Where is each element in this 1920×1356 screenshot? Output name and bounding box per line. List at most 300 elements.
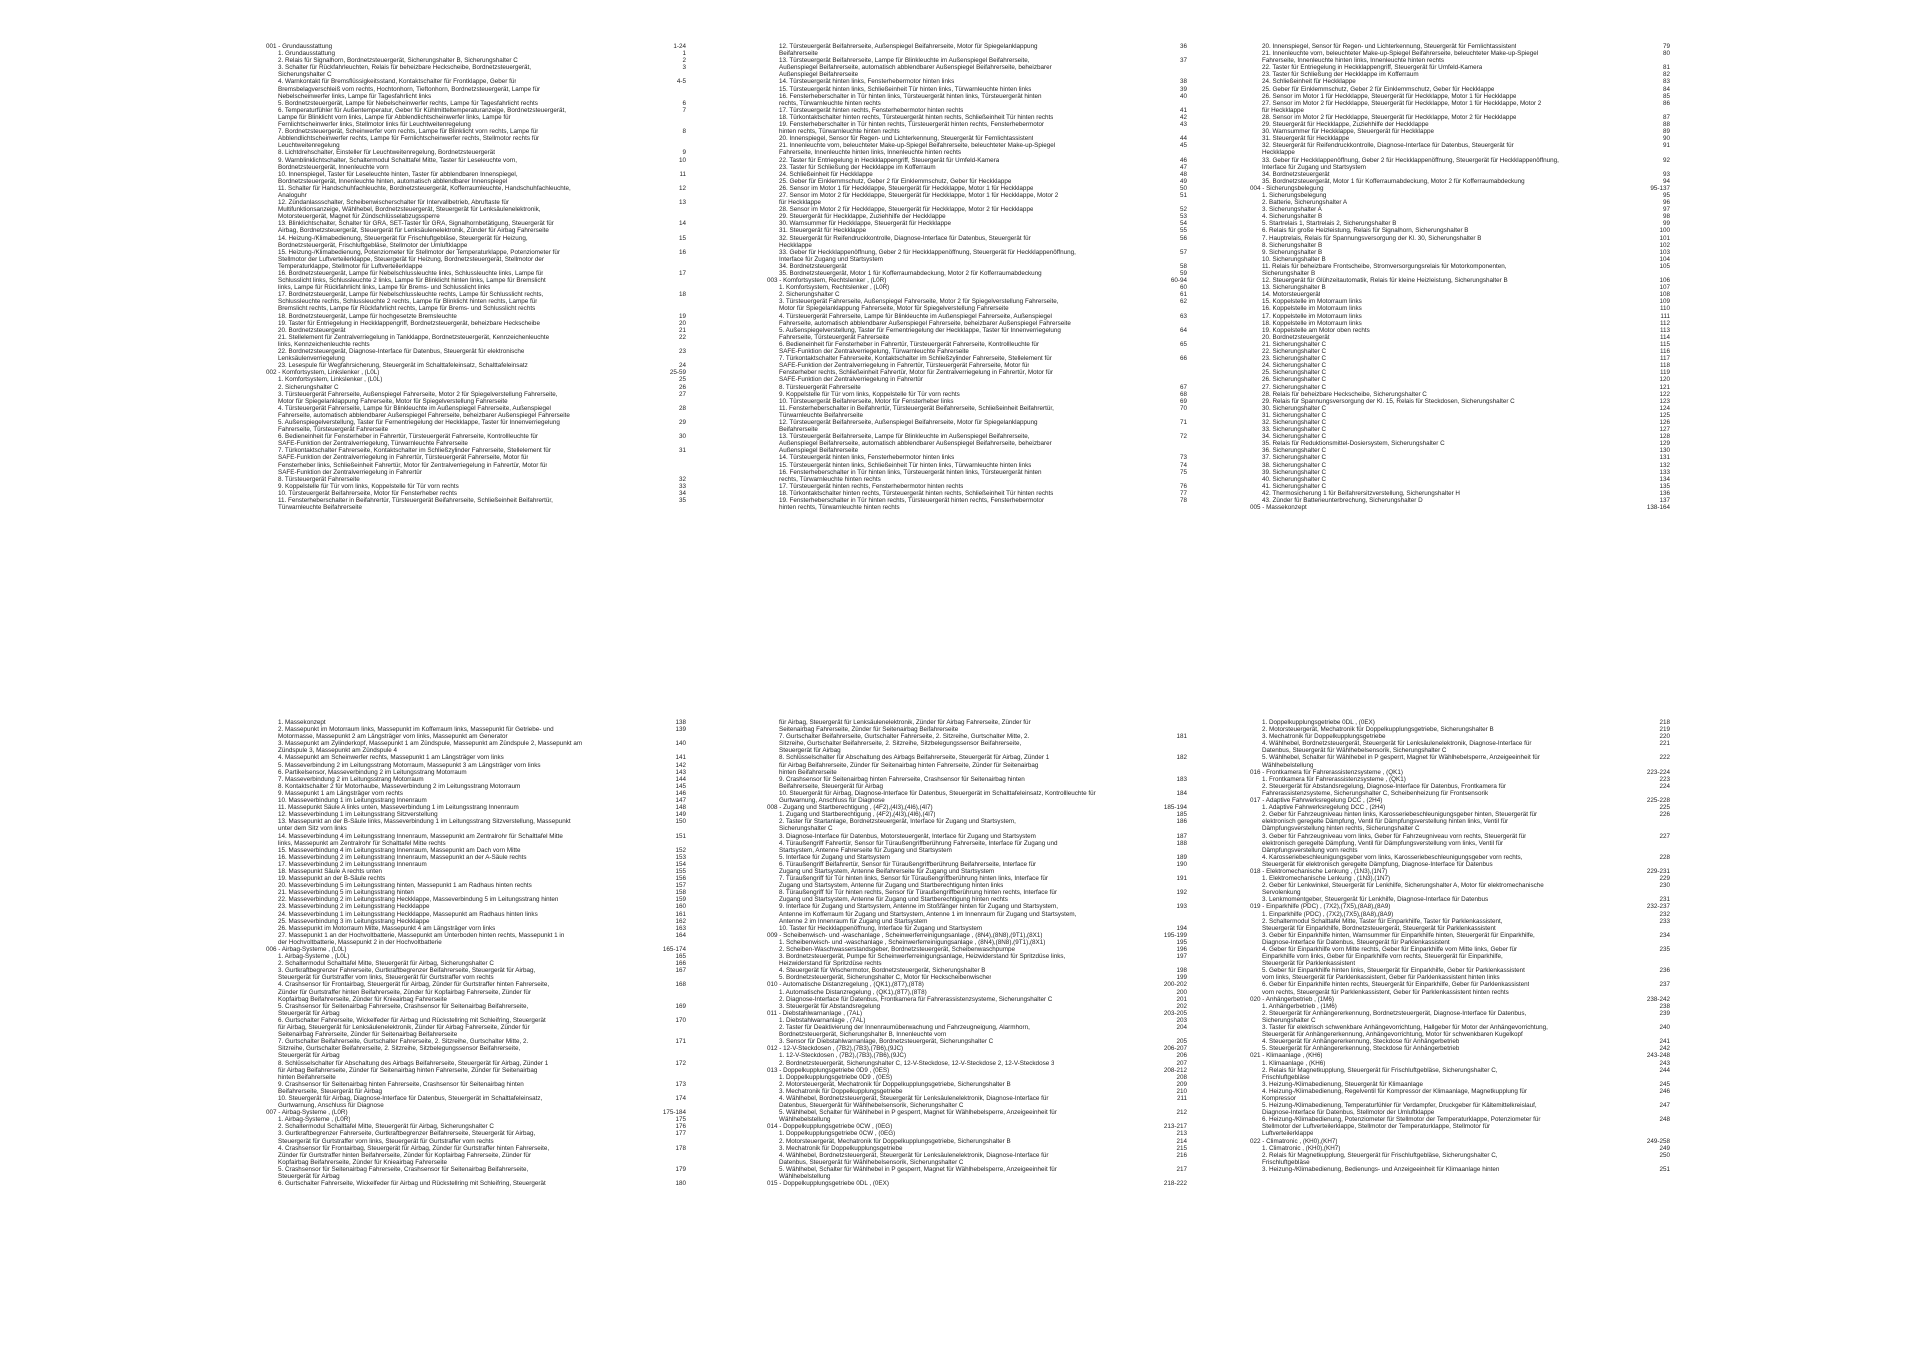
index-entry-continuation xyxy=(767,1116,1187,1123)
entry-text: Seitenairbag Fahrerseite, Zünder für Seitenairbag Beifahrerseite xyxy=(278,1031,458,1039)
entry-text: Zünder für Gurtstraffer hinten Beifahrerseite, Zünder für Kopfairbag Fahrerseite, Zünder für xyxy=(278,1151,531,1159)
index-entry xyxy=(767,164,1187,171)
page-number: 132 xyxy=(1659,461,1670,469)
entry-text: Sicherungshalter C xyxy=(1262,1016,1316,1024)
page-number: 175 xyxy=(675,1116,686,1124)
index-chapter-entry[interactable] xyxy=(1250,185,1670,192)
entry-text: Beifahrerseite, Steuergerät für Airbag xyxy=(278,1087,382,1095)
index-chapter-entry[interactable] xyxy=(767,1123,1187,1130)
index-entry xyxy=(1250,967,1670,974)
page-number: 29 xyxy=(678,418,686,426)
page-number: 9 xyxy=(682,149,686,157)
page-number: 145 xyxy=(675,782,686,790)
index-entry xyxy=(767,93,1187,100)
index-entry-continuation xyxy=(767,50,1187,57)
entry-text: 20. Innenspiegel, Sensor für Regen- und Lichterkennung, Steuergerät für Fernlichtassistent xyxy=(779,135,1034,143)
entry-text: 23. Taster für Schließung der Heckklappe im Kofferraum xyxy=(779,163,936,171)
page-number: 176 xyxy=(675,1123,686,1131)
entry-text: 13. Türsteuergerät Beifahrerseite, Lampe für Blinkleuchte im Außenspiegel Beifahrerseite, xyxy=(779,57,1030,65)
index-chapter-entry[interactable] xyxy=(266,43,686,50)
entry-text: hinten Beifahrerseite xyxy=(779,768,837,776)
page-number: 164 xyxy=(675,931,686,939)
entry-text: 4. Steuergerät für Wischermotor, Bordnetzsteuergerät, Sicherungshalter B xyxy=(779,967,986,975)
entry-text: 1. Zugang und Startberechtigung , (4F2),(4I3),(4I6),(4I7) xyxy=(779,811,936,819)
entry-text: 1. Komfortsystem, Linkslenker , (L0L) xyxy=(278,376,383,384)
index-entry xyxy=(1250,114,1670,121)
index-entry xyxy=(767,235,1187,242)
page-number: 200-202 xyxy=(1163,981,1187,989)
index-entry xyxy=(1250,327,1670,334)
index-entry-continuation xyxy=(266,256,686,263)
index-chapter-entry[interactable] xyxy=(1250,797,1670,804)
entry-text: 30. Warnsummer für Heckklappe, Steuergerät für Heckklappe xyxy=(779,220,951,228)
entry-text: Startsystem, Antenne Fahrerseite für Zugang und Startsystem xyxy=(779,846,952,854)
index-chapter-entry[interactable] xyxy=(1250,1138,1670,1145)
page-number: 199 xyxy=(1176,974,1187,982)
entry-text: Fahrerassistenzsysteme, Sicherungshalter C, Scheibenheizung für Frontsensorik xyxy=(1262,789,1489,797)
index-entry xyxy=(266,249,686,256)
entry-text: 26. Sensor im Motor 1 für Heckklappe, Steuergerät für Heckklappe, Motor 1 für Heckklappe xyxy=(779,184,1034,192)
index-entry-continuation xyxy=(266,825,686,832)
page-number: 185-194 xyxy=(1163,804,1187,812)
entry-text: 16. Masseverbindung 2 im Leitungsstrang Innenraum, Massepunkt an der A-Säule rechts xyxy=(278,853,527,861)
index-entry-continuation xyxy=(1250,953,1670,960)
page-number: 178 xyxy=(675,1144,686,1152)
index-entry-continuation xyxy=(767,747,1187,754)
page-number: 104 xyxy=(1659,255,1670,263)
index-entry xyxy=(266,896,686,903)
index-chapter-entry[interactable] xyxy=(767,1180,1187,1187)
entry-text: 021 - Klimaanlage , (KH6) xyxy=(1250,1052,1323,1060)
page-number: 143 xyxy=(675,768,686,776)
entry-text: 1. Frontkamera für Fahrerassistenzsysteme , (QK1) xyxy=(1262,775,1406,783)
index-chapter-entry[interactable] xyxy=(266,1109,686,1116)
entry-text: Außenspiegel Beifahrerseite xyxy=(779,447,859,455)
index-entry-continuation xyxy=(266,93,686,100)
index-chapter-entry[interactable] xyxy=(767,277,1187,284)
index-entry-continuation xyxy=(767,740,1187,747)
index-entry xyxy=(767,206,1187,213)
index-entry-continuation xyxy=(266,1067,686,1074)
page-number: 170 xyxy=(675,1016,686,1024)
index-entry xyxy=(767,419,1187,426)
page-number: 213 xyxy=(1176,1130,1187,1138)
entry-text: 8. Türsteuergerät Fahrerseite xyxy=(779,383,861,391)
page-number: 48 xyxy=(1179,170,1187,178)
page-number: 13 xyxy=(678,199,686,207)
entry-text: 7. Türkontaktschalter Fahrerseite, Kontaktschalter im Schließzylinder Fahrerseite, Stellelement für xyxy=(278,447,551,455)
entry-text: 3. Heizung-/Klimabedienung, Steuergerät für Klimaanlage xyxy=(1262,1080,1424,1088)
page-number: 87 xyxy=(1662,113,1670,121)
index-entry xyxy=(266,199,686,206)
entry-text: 4. Türsteuergerät Fahrerseite, Lampe für Blinkleuchte im Außenspiegel Fahrerseite, Außenspiegel xyxy=(779,312,1052,320)
index-entry xyxy=(1250,178,1670,185)
index-entry xyxy=(1250,249,1670,256)
page-number: 167 xyxy=(675,967,686,975)
entry-text: 016 - Frontkamera für Fahrerassistenzsysteme , (QK1) xyxy=(1250,768,1403,776)
index-entry xyxy=(1250,804,1670,811)
entry-text: 29. Steuergerät für Heckklappe, Zuziehhilfe der Heckklappe xyxy=(1262,121,1429,129)
index-chapter-entry[interactable] xyxy=(1250,868,1670,875)
page-number: 144 xyxy=(675,775,686,783)
index-entry xyxy=(266,953,686,960)
entry-text: rechts, Türwarnleuchte hinten rechts xyxy=(779,475,881,483)
page-number: 222 xyxy=(1659,754,1670,762)
index-chapter-entry[interactable] xyxy=(767,932,1187,939)
index-chapter-entry[interactable] xyxy=(266,946,686,953)
index-entry-continuation xyxy=(266,733,686,740)
index-entry-continuation xyxy=(266,121,686,128)
entry-text: Motorsteuergerät, Magnet für Zündschlüsselabzugssperre xyxy=(278,213,440,221)
entry-text: Dämpfungsverstellung hinten rechts, Sicherungshalter C xyxy=(1262,825,1420,833)
page-number: 165-174 xyxy=(662,946,686,953)
entry-text: 015 - Doppelkupplungsgetriebe 0DL , (0EX) xyxy=(767,1180,889,1188)
index-entry xyxy=(1250,313,1670,320)
index-entry-continuation xyxy=(266,263,686,270)
index-entry xyxy=(266,804,686,811)
index-entry-continuation xyxy=(266,142,686,149)
entry-text: 9. Koppelstelle für Tür vorn links, Koppelstelle für Tür vorn rechts xyxy=(278,482,459,490)
entry-text: Wählhebelstellung xyxy=(779,1116,831,1124)
index-entry xyxy=(1250,227,1670,234)
page-number: 218-222 xyxy=(1163,1180,1187,1188)
index-entry-continuation xyxy=(767,369,1187,376)
entry-text: 14. Motorsteuergerät xyxy=(1262,291,1321,299)
index-entry-continuation xyxy=(767,426,1187,433)
page-number: 30 xyxy=(678,433,686,441)
entry-text: 32. Steuergerät für Reifendruckkontrolle, Diagnose-Interface für Datenbus, Steuergerät für xyxy=(1262,142,1514,150)
page-number: 214 xyxy=(1176,1137,1187,1145)
page-number: 158 xyxy=(675,889,686,897)
entry-text: 6. Türaußengriff Beifahrertür, Sensor für Türaußengriffberührung Beifahrerseite, Interface für xyxy=(779,860,1037,868)
index-entry xyxy=(767,86,1187,93)
entry-text: rechts, Türwarnleuchte hinten rechts xyxy=(779,99,881,107)
index-entry xyxy=(767,776,1187,783)
index-entry-continuation xyxy=(266,939,686,946)
page-number: 140 xyxy=(675,740,686,748)
index-entry-continuation xyxy=(266,192,686,199)
index-entry xyxy=(767,142,1187,149)
page-number: 96 xyxy=(1662,199,1670,207)
entry-text: 24. Sicherungshalter C xyxy=(1262,362,1327,370)
index-entry-continuation xyxy=(266,1088,686,1095)
page-number: 91 xyxy=(1662,142,1670,150)
page-number: 110 xyxy=(1659,305,1670,313)
page-number: 208-212 xyxy=(1163,1066,1187,1074)
index-entry xyxy=(1250,469,1670,476)
page-number: 235 xyxy=(1659,946,1670,953)
entry-text: 33. Geber für Heckklappenöffnung, Geber 2 für Heckklappenöffnung, Steuergerät für Heckklappenöffnung, xyxy=(1262,156,1559,164)
entry-text: 7. Türkontaktschalter Fahrerseite, Kontaktschalter im Schließzylinder Fahrerseite, Stellelement für xyxy=(779,355,1052,363)
index-entry xyxy=(1250,946,1670,953)
entry-text: 3. Diagnose-Interface für Datenbus, Motorsteuergerät, Interface für Zugang und Startsystem xyxy=(779,832,1036,840)
page-number: 195 xyxy=(1176,938,1187,946)
page-number: 200 xyxy=(1176,988,1187,996)
entry-text: 22. Taster für Entriegelung in Heckklappengriff, Steuergerät für Umfeld-Kamera xyxy=(1262,64,1483,72)
index-entry xyxy=(1250,783,1670,790)
index-entry xyxy=(266,967,686,974)
index-entry-continuation xyxy=(266,398,686,405)
entry-text: 16. Fensterheberschalter in Tür hinten links, Türsteuergerät hinten links, Türsteuergerät hinten xyxy=(779,468,1042,476)
page-number: 7 xyxy=(682,106,686,114)
index-entry xyxy=(266,291,686,298)
page-number: 181 xyxy=(1176,733,1187,741)
index-entry xyxy=(1250,71,1670,78)
entry-text: 14. Türsteuergerät hinten links, Fensterhebermotor hinten links xyxy=(779,78,955,86)
page-number: 60-94 xyxy=(1170,277,1187,285)
index-entry xyxy=(266,925,686,932)
index-entry xyxy=(767,298,1187,305)
entry-text: Bordnetzsteuergerät, Innenleuchte hinten, automatisch abblendbarer Innenspiegel xyxy=(278,177,508,185)
page-number: 149 xyxy=(675,811,686,819)
entry-text: 9. Massepunkt 1 am Längsträger vorn rechts xyxy=(278,789,403,797)
page-number: 37 xyxy=(1179,57,1187,65)
entry-text: Fahrerseite, Türsteuergerät Fahrerseite xyxy=(278,426,389,434)
index-chapter-entry[interactable] xyxy=(767,804,1187,811)
entry-text: 26. Massepunkt im Motorraum Mitte, Massepunkt 4 am Längsträger vorn links xyxy=(278,924,496,932)
page-number: 10 xyxy=(678,156,686,164)
index-entry xyxy=(266,447,686,454)
entry-text: 5. Steuergerät für Anhängererkennung, Steckdose für Anhängerbetrieb xyxy=(1262,1045,1460,1053)
index-chapter-entry[interactable] xyxy=(266,369,686,376)
entry-text: Stellmotor der Luftverteilerklappe, Stellmotor der Temperaturklappe, Stellmotor für xyxy=(1262,1123,1491,1131)
entry-text: 2. Schaltermodul Schalttafel Mitte, Taster für Einparkhilfe, Taster für Parklenkassistent, xyxy=(1262,917,1503,925)
page-number: 213-217 xyxy=(1163,1123,1187,1131)
index-chapter-entry[interactable] xyxy=(1250,1052,1670,1059)
index-entry xyxy=(266,149,686,156)
index-entry xyxy=(767,462,1187,469)
page-number: 156 xyxy=(675,875,686,883)
index-entry xyxy=(266,376,686,383)
index-entry-continuation xyxy=(266,178,686,185)
index-chapter-entry[interactable] xyxy=(1250,769,1670,776)
entry-text: Sicherungshalter C xyxy=(779,825,833,833)
entry-text: links, Lampe für Rückfahrlicht links, Lampe für Brems- und Schlusslicht links xyxy=(278,284,491,292)
entry-text: Bremslicht rechts, Lampe für Rückfahrlicht rechts, Lampe für Brems- und Schlusslicht rechts xyxy=(278,305,536,313)
entry-text: 5. Heizung-/Klimabedienung, Temperaturfühler für Verdampfer, Druckgeber für Kältemittelkreislauf, xyxy=(1262,1102,1537,1110)
index-entry xyxy=(767,889,1187,896)
entry-text: 019 - Einparkhilfe (PDC) , (7X2),(7X5),(8A8),(8A9) xyxy=(1250,903,1391,911)
index-entry-continuation xyxy=(767,256,1187,263)
index-entry xyxy=(266,185,686,192)
page-number: 155 xyxy=(675,867,686,875)
entry-text: 28. Sensor im Motor 2 für Heckklappe, Steuergerät für Heckklappe, Motor 2 für Heckklappe xyxy=(1262,113,1517,121)
index-entry xyxy=(266,419,686,426)
index-entry xyxy=(266,1003,686,1010)
index-entry xyxy=(767,121,1187,128)
page-number: 202 xyxy=(1176,1002,1187,1010)
page-number: 142 xyxy=(675,761,686,769)
page-number: 174 xyxy=(675,1094,686,1102)
page-number: 8 xyxy=(682,128,686,136)
page-number: 71 xyxy=(1179,418,1187,426)
page-number: 72 xyxy=(1179,433,1187,441)
index-entry xyxy=(1250,1116,1670,1123)
page-number: 171 xyxy=(675,1038,686,1046)
index-entry xyxy=(767,433,1187,440)
entry-text: elektronisch geregelte Dämpfung, Ventil für Dämpfungsverstellung hinten links, Ventil für xyxy=(1262,818,1509,826)
index-entry xyxy=(1250,776,1670,783)
index-entry-continuation xyxy=(266,1152,686,1159)
index-entry-continuation xyxy=(1250,825,1670,832)
page-number: 124 xyxy=(1659,404,1670,412)
index-entry-continuation xyxy=(767,71,1187,78)
index-entry xyxy=(1250,1081,1670,1088)
entry-text: Beifahrerseite, Steuergerät für Airbag xyxy=(779,782,883,790)
entry-text: 1. Scheibenwisch- und -waschanlage , Scheinwerferreinigungsanlage , (8N4),(8N8),(9T1),(8X1) xyxy=(779,938,1046,946)
entry-text: 17. Türsteuergerät hinten rechts, Fensterhebermotor hinten rechts xyxy=(779,482,964,490)
index-entry xyxy=(266,1081,686,1088)
index-chapter-entry[interactable] xyxy=(1250,996,1670,1003)
page-number: 27 xyxy=(678,390,686,398)
entry-text: Lenksäulenverriegelung xyxy=(278,355,345,363)
entry-text: Motor für Spiegelanklappung Fahrerseite, Motor für Spiegelverstellung Fahrerseite xyxy=(779,305,1009,313)
index-entry xyxy=(1250,128,1670,135)
page-number: 211 xyxy=(1176,1094,1187,1102)
entry-text: 40. Sicherungshalter C xyxy=(1262,475,1327,483)
entry-text: 20. Bordnetzsteuergerät xyxy=(278,326,346,334)
entry-text: 13. Blinklichtschalter, Schalter für GRA, SET-Taster für GRA, Signalhornbetätigung, Steuergerät für xyxy=(278,220,554,228)
index-entry xyxy=(767,327,1187,334)
entry-text: Fahrerseite, Innenleuchte hinten links, Innenleuchte hinten rechts xyxy=(1262,57,1445,65)
index-chapter-entry[interactable] xyxy=(767,1067,1187,1074)
entry-text: 24. Schließeinheit für Heckklappe xyxy=(779,170,873,178)
entry-text: 27. Sicherungshalter C xyxy=(1262,383,1327,391)
entry-text: Diagnose-Interface für Datenbus, Stellmotor der Umluftklappe xyxy=(1262,1109,1435,1117)
index-entry-continuation xyxy=(767,769,1187,776)
index-chapter-entry[interactable] xyxy=(767,1010,1187,1017)
index-entry xyxy=(767,1152,1187,1159)
entry-text: 21. Innenleuchte vorn, beleuchteter Make-up-Spiegel Beifahrerseite, beleuchteter Make-up-Spiegel xyxy=(779,142,1056,150)
index-entry xyxy=(1250,1038,1670,1045)
entry-text: 6. Temperaturfühler für Außentemperatur, Geber für Kühlmitteltemperaturanzeige, Bordnetzsteuergerät, xyxy=(278,106,566,114)
entry-text: 1. Airbag-Systeme , (L0L) xyxy=(278,953,350,961)
index-entry xyxy=(266,78,686,85)
index-chapter-entry[interactable] xyxy=(1250,504,1670,511)
index-entry xyxy=(767,171,1187,178)
entry-text: 4. Crashsensor für Frontairbag, Steuergerät für Airbag, Zünder für Gurtstraffer hinten Fahrerseite, xyxy=(278,1144,550,1152)
page-number: 209 xyxy=(1176,1080,1187,1088)
page-number: 108 xyxy=(1659,291,1670,299)
index-entry xyxy=(767,1166,1187,1173)
entry-text: hinten Beifahrerseite xyxy=(278,1073,336,1081)
page-number: 241 xyxy=(1659,1038,1670,1046)
index-entry xyxy=(1250,1152,1670,1159)
index-entry xyxy=(1250,256,1670,263)
entry-text: Einparkhilfe vorn links, Geber für Einparkhilfe vorn rechts, Steuergerät für Einparkhilfe, xyxy=(1262,953,1503,961)
entry-text: 020 - Anhängerbetrieb , (1M6) xyxy=(1250,995,1335,1003)
entry-text: vorn rechts, Steuergerät für Parklenkassistent, Geber für Parklenkassistent hinten rechts xyxy=(1262,988,1509,996)
index-entry-continuation xyxy=(266,305,686,312)
entry-text: 20. Bordnetzsteuergerät xyxy=(1262,333,1330,341)
entry-text: 10. Steuergerät für Airbag, Diagnose-Interface für Datenbus, Steuergerät im Schalttafeleinsatz, Kontrollleuchte für xyxy=(779,789,1096,797)
index-entry-continuation xyxy=(1250,747,1670,754)
index-entry-continuation xyxy=(266,747,686,754)
page-number: 90 xyxy=(1662,135,1670,143)
page-number: 182 xyxy=(1176,754,1187,762)
entry-text: unter dem Sitz vorn links xyxy=(278,825,347,833)
index-entry xyxy=(767,107,1187,114)
page-number: 147 xyxy=(675,797,686,805)
index-entry xyxy=(1250,100,1670,107)
page-number: 172 xyxy=(675,1059,686,1067)
index-entry xyxy=(266,1123,686,1130)
entry-text: Kopfairbag Beifahrerseite, Zünder für Knieairbag Fahrerseite xyxy=(278,995,448,1003)
entry-text: 41. Sicherungshalter C xyxy=(1262,482,1327,490)
page-number: 210 xyxy=(1176,1087,1187,1095)
entry-text: 19. Fensterheberschalter in Tür hinten rechts, Türsteuergerät hinten rechts, Fensterhebermotor xyxy=(779,497,1045,504)
index-entry xyxy=(767,284,1187,291)
entry-text: 2. Steuergerät für Abstandsregelung, Diagnose-Interface für Datenbus, Frontkamera für xyxy=(1262,782,1506,790)
index-entry xyxy=(767,1074,1187,1081)
entry-text: Türwarnleuchte Beifahrerseite xyxy=(278,504,362,512)
entry-text: für Airbag Beifahrerseite, Zünder für Seitenairbag hinten Fahrerseite, Zünder für Seitenairbag xyxy=(278,1066,538,1074)
index-chapter-entry[interactable] xyxy=(767,981,1187,988)
index-entry-continuation xyxy=(767,1159,1187,1166)
index-entry-continuation xyxy=(767,960,1187,967)
entry-text: 42. Thermosicherung 1 für Beifahrersitzverstellung, Sicherungshalter H xyxy=(1262,489,1460,497)
entry-text: für Airbag, Steuergerät für Lenksäulenelektronik, Zünder für Airbag Fahrerseite, Zünder für xyxy=(278,1024,530,1032)
page-number: 243-248 xyxy=(1646,1052,1670,1060)
entry-text: 001 - Grundausstattung xyxy=(266,43,333,50)
index-entry-continuation xyxy=(767,504,1187,511)
index-entry xyxy=(767,854,1187,861)
entry-text: 2. Bordnetzsteuergerät, Sicherungshalter C, 12-V-Steckdose, 12-V-Steckdose 2, 12-V-Steckdose 3 xyxy=(779,1059,1055,1067)
index-entry-continuation xyxy=(1250,818,1670,825)
index-entry xyxy=(1250,497,1670,504)
entry-text: 2. Batterie, Sicherungshalter A xyxy=(1262,199,1348,207)
page-number: 234 xyxy=(1659,931,1670,939)
page-number: 226 xyxy=(1659,811,1670,819)
entry-text: 3. Sicherungshalter A xyxy=(1262,206,1322,214)
index-entry xyxy=(266,754,686,761)
index-entry xyxy=(266,861,686,868)
index-chapter-entry[interactable] xyxy=(1250,903,1670,910)
page-number: 223-224 xyxy=(1646,768,1670,776)
page-number: 184 xyxy=(1176,789,1187,797)
page-number: 97 xyxy=(1662,206,1670,214)
page-number: 11 xyxy=(679,170,686,178)
entry-text: 29. Steuergerät für Heckklappe, Zuziehhilfe der Heckklappe xyxy=(779,213,946,221)
index-entry xyxy=(266,50,686,57)
page-number: 75 xyxy=(1179,468,1187,476)
entry-text: Fernlichtscheinwerfer links, Stellmotor links für Leuchtweitenregelung xyxy=(278,121,471,129)
page-number: 65 xyxy=(1179,340,1187,348)
entry-text: Multifunktionsanzeige, Wählhebel, Bordnetzsteuergerät, Steuergerät für Lenksäulenelektronik, xyxy=(278,206,541,214)
page-number: 229 xyxy=(1659,875,1670,883)
page-number: 118 xyxy=(1659,362,1670,370)
entry-text: 3. Mechatronik für Doppelkupplungsgetriebe xyxy=(1262,733,1386,741)
index-entry-continuation xyxy=(767,1173,1187,1180)
entry-text: Servolenkung xyxy=(1262,889,1301,897)
index-entry xyxy=(1250,192,1670,199)
page-number: 120 xyxy=(1659,376,1670,384)
page-number: 169 xyxy=(675,1002,686,1010)
page-number: 227 xyxy=(1659,832,1670,840)
entry-text: 6. Geber für Einparkhilfe hinten rechts, Steuergerät für Einparkhilfe, Geber für Parklenkassistent xyxy=(1262,981,1530,989)
page-number: 54 xyxy=(1179,220,1187,228)
index-entry-continuation xyxy=(266,1138,686,1145)
entry-text: 3. Mechatronik für Doppelkupplungsgetriebe xyxy=(779,1144,903,1152)
entry-text: 8. Sicherungshalter B xyxy=(1262,241,1323,249)
index-chapter-entry[interactable] xyxy=(767,1045,1187,1052)
entry-text: 21. Sicherungshalter C xyxy=(1262,340,1327,348)
index-entry xyxy=(1250,376,1670,383)
entry-text: Bordnetzsteuergerät, Frischluftgebläse, Stellmotor der Umluftklappe xyxy=(278,241,468,249)
index-entry xyxy=(767,1017,1187,1024)
index-entry xyxy=(1250,490,1670,497)
page-number: 6 xyxy=(682,99,686,107)
